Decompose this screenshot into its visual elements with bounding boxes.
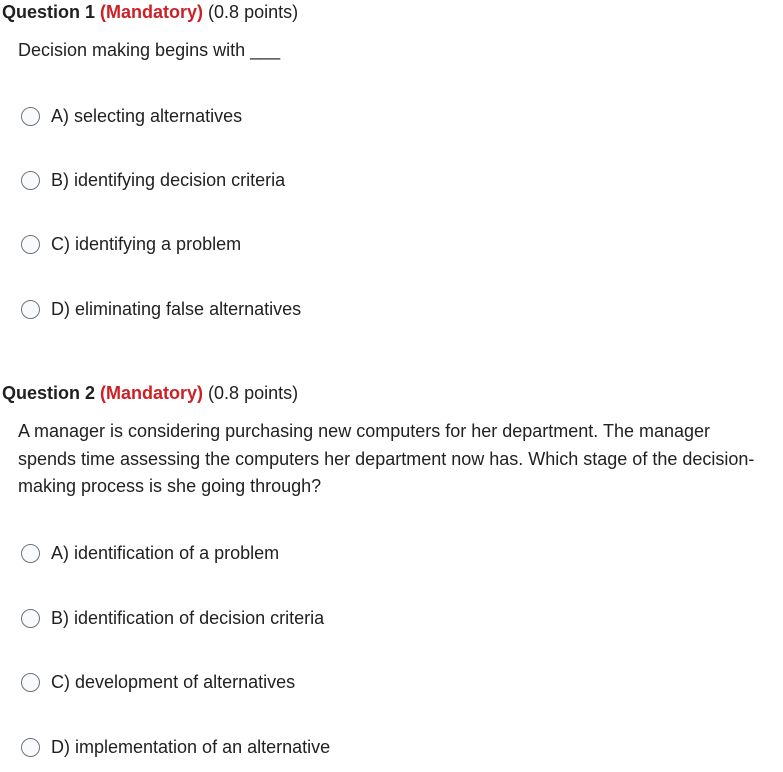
- question-number: Question 2: [2, 383, 96, 403]
- radio-button[interactable]: [21, 171, 40, 190]
- option-label: A) identification of a problem: [51, 542, 280, 563]
- option-label: D) implementation of an alternative: [51, 736, 331, 757]
- option-label: C) development of alternatives: [51, 671, 296, 692]
- option-label: C) identifying a problem: [51, 233, 242, 254]
- mandatory-label: (Mandatory): [100, 2, 204, 22]
- question-2-text: A manager is considering purchasing new computers for her department. The manager spends time assessing the computers her department now has. Which stage of the decision-making process is she going through?: [18, 421, 755, 496]
- question-2-option-d[interactable]: [21, 734, 330, 760]
- points-label: (0.8 points): [208, 2, 299, 22]
- radio-button[interactable]: [21, 235, 40, 254]
- question-1-header: [2, 0, 298, 24]
- question-1-text: Decision making begins with ___: [18, 40, 281, 60]
- radio-button[interactable]: [21, 544, 40, 563]
- question-1-option-a[interactable]: [21, 103, 242, 129]
- question-1-option-c[interactable]: [21, 231, 241, 257]
- question-2-option-b[interactable]: [21, 605, 324, 631]
- radio-button[interactable]: [21, 609, 40, 628]
- question-2-option-c[interactable]: [21, 669, 295, 695]
- points-label: (0.8 points): [208, 383, 299, 403]
- question-number: Question 1: [2, 2, 96, 22]
- radio-button[interactable]: [21, 738, 40, 757]
- radio-button[interactable]: [21, 107, 40, 126]
- mandatory-label: (Mandatory): [100, 383, 204, 403]
- question-1-option-d[interactable]: [21, 296, 301, 322]
- option-label: B) identifying decision criteria: [51, 169, 286, 190]
- question-2-option-a[interactable]: [21, 540, 279, 566]
- radio-button[interactable]: [21, 300, 40, 319]
- option-label: A) selecting alternatives: [51, 105, 243, 126]
- radio-button[interactable]: [21, 673, 40, 692]
- option-label: D) eliminating false alternatives: [51, 298, 302, 319]
- option-label: B) identification of decision criteria: [51, 607, 325, 628]
- question-1-option-b[interactable]: [21, 167, 285, 193]
- question-2-header: [2, 381, 298, 405]
